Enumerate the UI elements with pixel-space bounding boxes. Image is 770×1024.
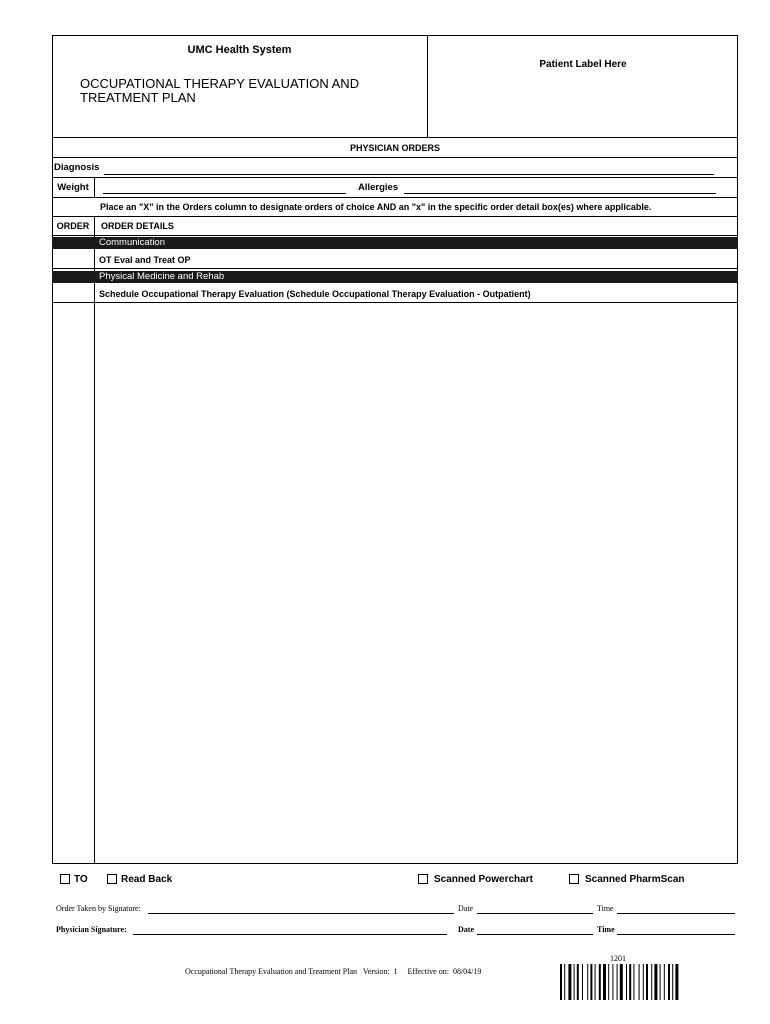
scanned-powerchart-checkbox[interactable] [418,874,428,884]
physician-signature-label: Physician Signature: [56,925,127,934]
form-number: 1201 [610,954,626,963]
weight-field[interactable] [103,192,346,194]
scanned-pharmscan-label: Scanned PharmScan [585,874,685,885]
row-divider [52,197,738,198]
row-divider [52,177,738,178]
order-details-column-header: ORDER DETAILS [101,221,174,231]
row-divider [52,302,738,303]
row-divider [52,235,738,236]
form-title-line1: OCCUPATIONAL THERAPY EVALUATION AND [80,76,360,91]
order-taken-time-field[interactable] [617,912,735,914]
diagnosis-field[interactable] [104,173,714,175]
weight-label: Weight [57,182,89,193]
section-title: Communication [99,237,165,248]
order-taken-time-label: Time [597,904,614,913]
allergies-field[interactable] [404,192,716,194]
order-item-ot-eval[interactable]: OT Eval and Treat OP [99,255,191,265]
org-name: UMC Health System [187,44,292,56]
form-title [80,77,420,105]
order-taken-signature-field[interactable] [148,912,454,914]
scanned-pharmscan-checkbox[interactable] [569,874,579,884]
to-label: TO [74,874,88,885]
order-item-schedule-ot-eval[interactable]: Schedule Occupational Therapy Evaluation (Schedule Occupational Therapy Evaluation - Outpatient) [99,289,531,299]
order-column-divider [94,216,95,864]
order-taken-label: Order Taken by Signature: [56,904,141,913]
order-taken-date-field[interactable] [477,912,593,914]
diagnosis-label: Diagnosis [54,162,100,173]
row-divider [52,157,738,158]
order-column-header: ORDER [56,221,90,231]
weight-column-divider [94,177,95,197]
physician-date-field[interactable] [477,933,593,935]
instructions-text: Place an "X" in the Orders column to designate orders of choice AND an "x" in the specific order detail box(es) where applicable. [100,202,652,212]
patient-label-area: Patient Label Here [539,59,627,70]
form-title-line2: TREATMENT PLAN [80,90,196,105]
allergies-label: Allergies [358,182,399,193]
physician-time-field[interactable] [617,933,735,935]
to-checkbox[interactable] [60,874,70,884]
physician-date-label: Date [458,925,474,934]
physician-time-label: Time [597,925,615,934]
physician-orders-heading: PHYSICIAN ORDERS [349,143,440,153]
row-divider [52,216,738,217]
section-title: Physical Medicine and Rehab [99,271,225,282]
read-back-label: Read Back [121,874,173,885]
barcode-icon [560,964,694,1000]
header-divider [427,35,428,138]
read-back-checkbox[interactable] [107,874,117,884]
scanned-powerchart-label: Scanned Powerchart [434,874,533,885]
footer-version-text: Occupational Therapy Evaluation and Treatment Plan Version: 1 Effective on: 08/04/19 [185,967,482,976]
order-taken-date-label: Date [458,904,474,913]
row-divider [52,268,738,269]
physician-signature-field[interactable] [133,933,447,935]
